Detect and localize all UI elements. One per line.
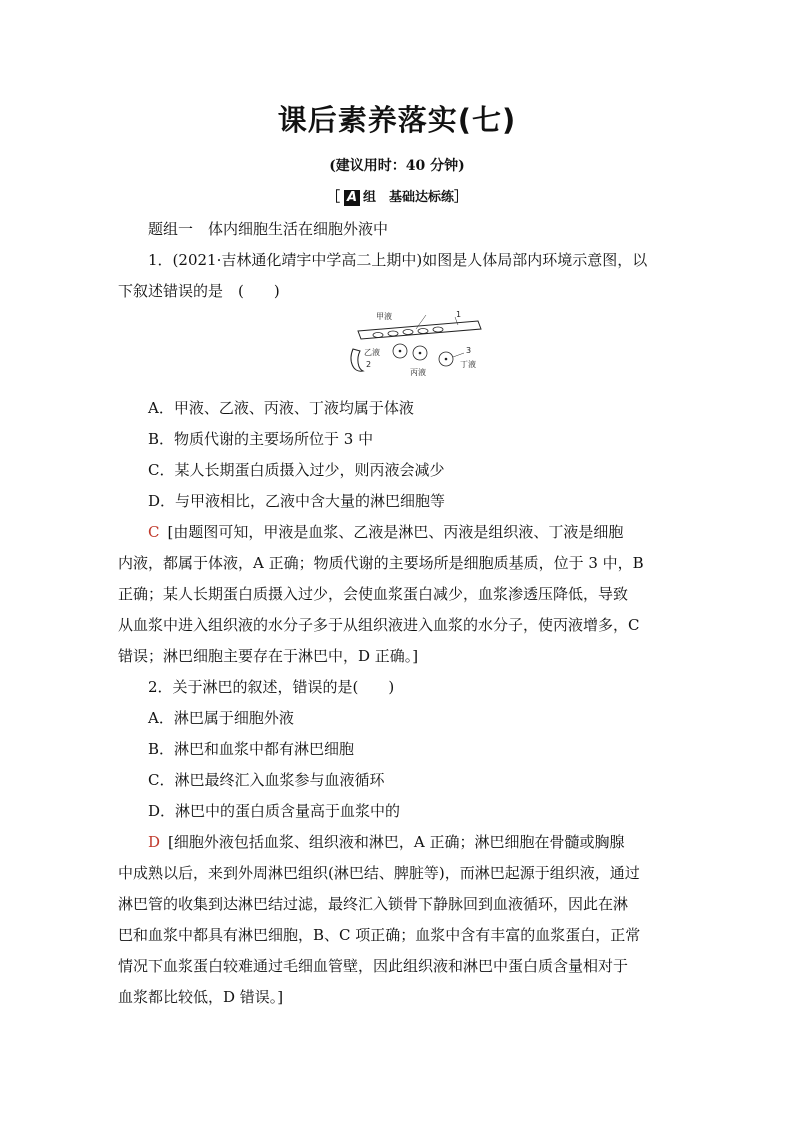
label-bing: 丙液 xyxy=(410,368,426,377)
internal-environment-diagram xyxy=(348,311,488,391)
blood-cell xyxy=(418,329,428,334)
q2-option-c: C．淋巴最终汇入血浆参与血液循环 xyxy=(148,771,385,789)
page-title: 课后素养落实(七) xyxy=(277,103,517,137)
cell-nucleus xyxy=(445,358,448,361)
label-2: 2 xyxy=(366,360,372,369)
q2-explain-line-1 xyxy=(118,827,675,858)
q1-explain-line-2: 内液，都属于体液，A 正确；物质代谢的主要场所是细胞质基质，位于 3 中，B xyxy=(118,554,644,572)
cell-nucleus xyxy=(419,352,422,355)
q2-stem: 2．关于淋巴的叙述，错误的是( ) xyxy=(148,678,395,696)
q1-explain-line-4: 从血浆中进入组织液的水分子多于从组织液进入血浆的水分子，使丙液增多，C xyxy=(118,616,640,634)
lymph-vessel xyxy=(351,349,363,371)
label-jia: 甲液 xyxy=(376,312,392,321)
group-tag-open: ［ xyxy=(326,190,340,205)
q1-option-a: A．甲液、乙液、丙液、丁液均属于体液 xyxy=(148,399,414,417)
q1-figure xyxy=(118,307,675,393)
suggested-time: (建议用时：40 分钟) xyxy=(329,158,465,174)
q2-explain-line-5: 情况下血浆蛋白较难通过毛细血管壁，因此组织液和淋巴中蛋白质含量相对于 xyxy=(118,957,629,975)
q2-option-b: B．淋巴和血浆中都有淋巴细胞 xyxy=(148,740,355,758)
q1-option-b: B．物质代谢的主要场所位于 3 中 xyxy=(148,430,374,448)
q1-explain-line-3: 正确；某人长期蛋白质摄入过少，会使血浆蛋白减少，血浆渗透压降低，导致 xyxy=(118,585,629,603)
group-tag-close: ］ xyxy=(454,190,468,205)
q2-option-d: D．淋巴中的蛋白质含量高于血浆中的 xyxy=(148,802,401,820)
blood-cell xyxy=(388,331,398,336)
section-heading: 题组一 体内细胞生活在细胞外液中 xyxy=(148,220,389,238)
content xyxy=(118,214,675,1013)
label-ding: 丁液 xyxy=(460,360,476,369)
q1-stem-line-1: 1．(2021·吉林通化靖宇中学高二上期中)如图是人体局部内环境示意图，以 xyxy=(148,251,648,269)
q1-explain-line-1 xyxy=(118,517,675,548)
q1-option-d: D．与甲液相比，乙液中含大量的淋巴细胞等 xyxy=(148,492,446,510)
leader-line xyxy=(416,315,426,329)
blood-cell xyxy=(433,327,443,332)
q1-stem-line-2: 下叙述错误的是 ( ) xyxy=(118,282,280,300)
q1-explain-line-5: 错误；淋巴细胞主要存在于淋巴中，D 正确。] xyxy=(118,647,419,665)
label-3: 3 xyxy=(466,346,472,355)
group-tag-text: 组 基础达标练 xyxy=(363,190,455,205)
q1-option-c: C．某人长期蛋白质摄入过少，则丙液会减少 xyxy=(148,461,445,479)
q2-explain-line-6: 血浆都比较低，D 错误。] xyxy=(118,988,284,1006)
blood-cell xyxy=(403,330,413,335)
label-1: 1 xyxy=(456,311,462,319)
q2-explain-line-3: 淋巴管的收集到达淋巴结过滤，最终汇入锁骨下静脉回到血液循环，因此在淋 xyxy=(118,895,629,913)
q2-explain-line-4: 巴和血浆中都具有淋巴细胞，B、C 项正确；血浆中含有丰富的血浆蛋白，正常 xyxy=(118,926,641,944)
blood-cell xyxy=(373,333,383,338)
group-tag xyxy=(0,186,794,206)
q2-answer: D xyxy=(148,833,161,851)
q1-explain-text-1: [由题图可知，甲液是血浆、乙液是淋巴、丙液是组织液、丁液是细胞 xyxy=(167,523,624,541)
q2-explain-text-1: [细胞外液包括血浆、组织液和淋巴，A 正确；淋巴细胞在骨髓或胸腺 xyxy=(168,833,625,851)
leader-line xyxy=(453,353,464,357)
q1-answer: C xyxy=(148,523,160,541)
group-letter: A xyxy=(344,190,360,206)
label-yi: 乙液 xyxy=(364,348,380,357)
cell-nucleus xyxy=(399,350,402,353)
q2-option-a: A．淋巴属于细胞外液 xyxy=(148,709,294,727)
q2-explain-line-2: 中成熟以后，来到外周淋巴组织(淋巴结、脾脏等)，而淋巴起源于组织液，通过 xyxy=(118,864,640,882)
